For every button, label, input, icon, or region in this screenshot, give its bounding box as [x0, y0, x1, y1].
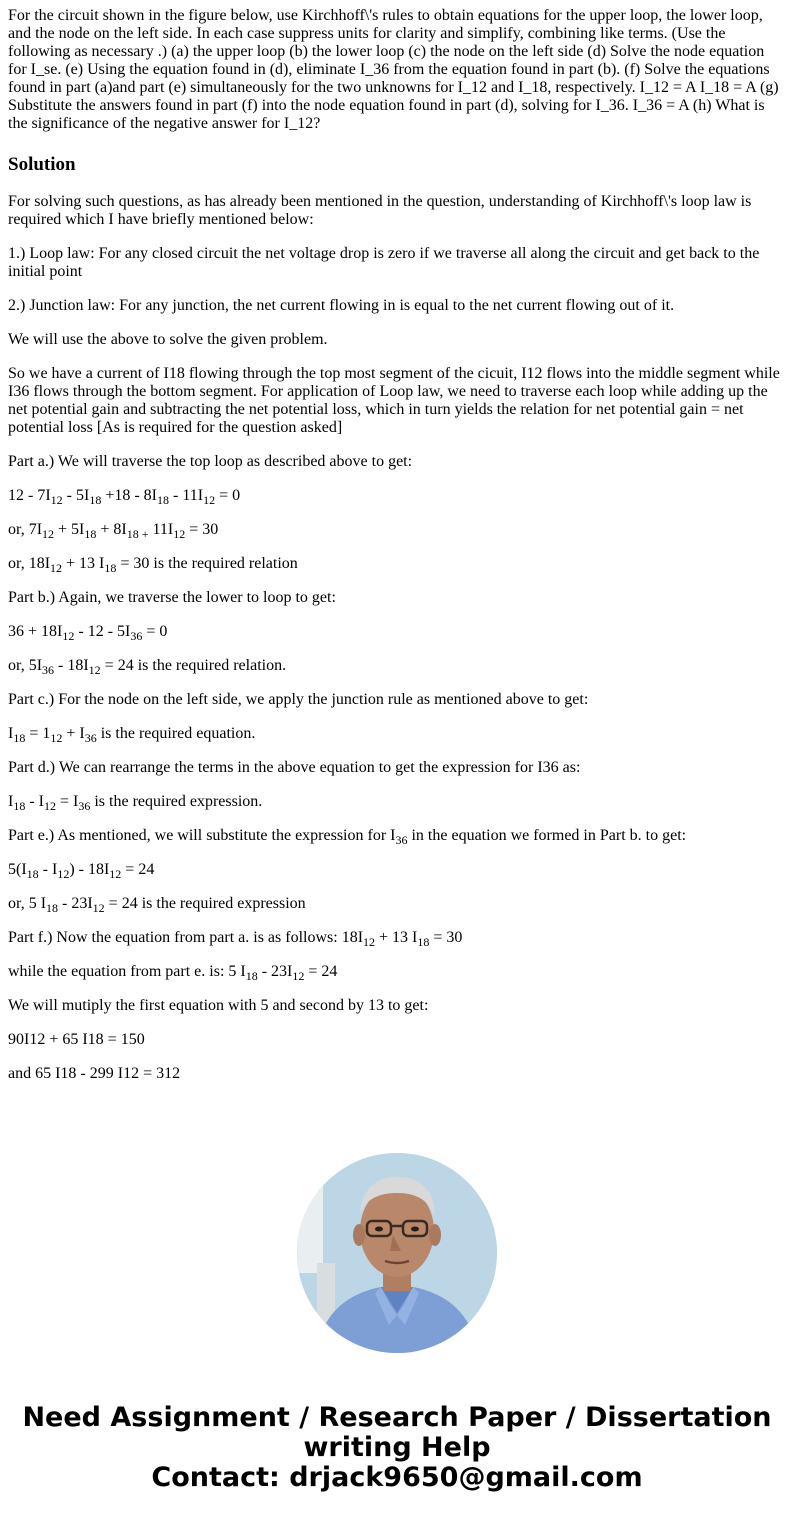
equation-a2: or, $7I_{12} + 5I_{18} + 8I_{18 +}$ $11I_{12} = 30$: [8, 521, 219, 541]
multiply-text: We will mutiply the first equation with 5 and second by 13 to get:: [8, 997, 429, 1014]
solution-heading: Solution: [8, 154, 76, 175]
contact-banner: [0, 1403, 794, 1493]
equation-a1: $12 - 7I_{12} - 5I_{18} +18 - 8I_{18} - 11I_{12} = 0$: [8, 487, 241, 507]
use-above-text: We will use the above to solve the given problem.: [8, 331, 328, 348]
equation-a3: or, $18I_{12} + 13$ $I_{18} = 30$ is the required relation: [8, 555, 298, 575]
author-avatar: [297, 1153, 497, 1353]
part-c-text: Part c.) For the node on the left side, we apply the junction rule as mentioned above to get:: [8, 691, 589, 708]
loop-law: 1.) Loop law: For any closed circuit the net voltage drop is zero if we traverse all along the circuit and get back to the initial point: [8, 245, 760, 280]
equation-f3: and 65 I18 - 299 I12 = 312: [8, 1065, 181, 1082]
banner-line-2: writing Help: [303, 1432, 491, 1463]
intro-paragraph: For solving such questions, as has already been mentioned in the question, understanding of Kirchhoff\'s loop law is required which I have briefly mentioned below:: [8, 193, 752, 228]
question-text: For the circuit shown in the figure below, use Kirchhoff\'s rules to obtain equations for the upper loop, the lower loop, and the node on the left side. In each case suppress units for clarity and simplify, combining like terms. (Use the following as necessary .) (a) the upper loop (b) the lower loop (c) the node on the left side (d) Solve the node equation for I_se. (e) Using the equation found in (d), eliminate I_36 from the equation found in part (b). (f) Solve the equations found in part (a)and part (e) simultaneously for the two unknowns for I_12 and I_18, respectively. I_12 = A I_18 = A (g) Substitute the answers found in part (f) into the node equation found in part (d), solving for I_36. I_36 = A (h) What is the significance of the negative answer for I_12?: [8, 7, 779, 132]
equation-e2: or, 5 $I_{18} - 23I_{12} = 24$ is the required expression: [8, 895, 306, 915]
equation-f1: while the equation from part e. is: 5 $I_{18} - 23I_{12} = 24$: [8, 963, 338, 983]
part-f-text: Part f.) Now the equation from part a. is as follows: $18I_{12} + 13$ $I_{18} = 30$: [8, 929, 463, 949]
equation-b2: or, $5I_{36} - 18I_{12} = 24$ is the required relation.: [8, 657, 287, 677]
part-e-text: Part e.) As mentioned, we will substitute the expression for $I_{36}$ in the equation we formed in Part b. to get:: [8, 827, 687, 847]
equation-f2: 90I12 + 65 I18 = 150: [8, 1031, 145, 1048]
equation-b1: $36 + 18I_{12} - 12 - 5I_{36} = 0$: [8, 623, 168, 643]
explanation-paragraph: So we have a current of I18 flowing through the top most segment of the cicuit, I12 flows into the middle segment while I36 flows through the bottom segment. For application of Loop law, we need to traverse each loop while adding up the net potential gain and subtracting the net potential loss, which in turn yields the relation for net potential gain = net potential loss [As is required for the question asked]: [8, 365, 780, 436]
banner-contact-line: Contact: drjack9650@gmail.com: [151, 1462, 643, 1493]
equation-d1: $I_{18} - I_{12} = I_{36}$ is the required expression.: [8, 793, 263, 813]
part-d-text: Part d.) We can rearrange the terms in the above equation to get the expression for I36 as:: [8, 759, 581, 776]
part-b-text: Part b.) Again, we traverse the lower to loop to get:: [8, 589, 336, 606]
banner-line-1: Need Assignment / Research Paper / Dissertation: [22, 1402, 772, 1433]
junction-law: 2.) Junction law: For any junction, the net current flowing in is equal to the net current flowing out of it.: [8, 297, 675, 314]
equation-c1: $I_{18} = 1_{12} + I_{36}$ is the required equation.: [8, 725, 256, 745]
person-photo-icon: [297, 1153, 497, 1353]
solution-document: [8, 7, 786, 1123]
equation-e1: $5(I_{18} - I_{12}) - 18I_{12} = 24$: [8, 861, 155, 881]
part-a-text: Part a.) We will traverse the top loop as described above to get:: [8, 453, 413, 470]
